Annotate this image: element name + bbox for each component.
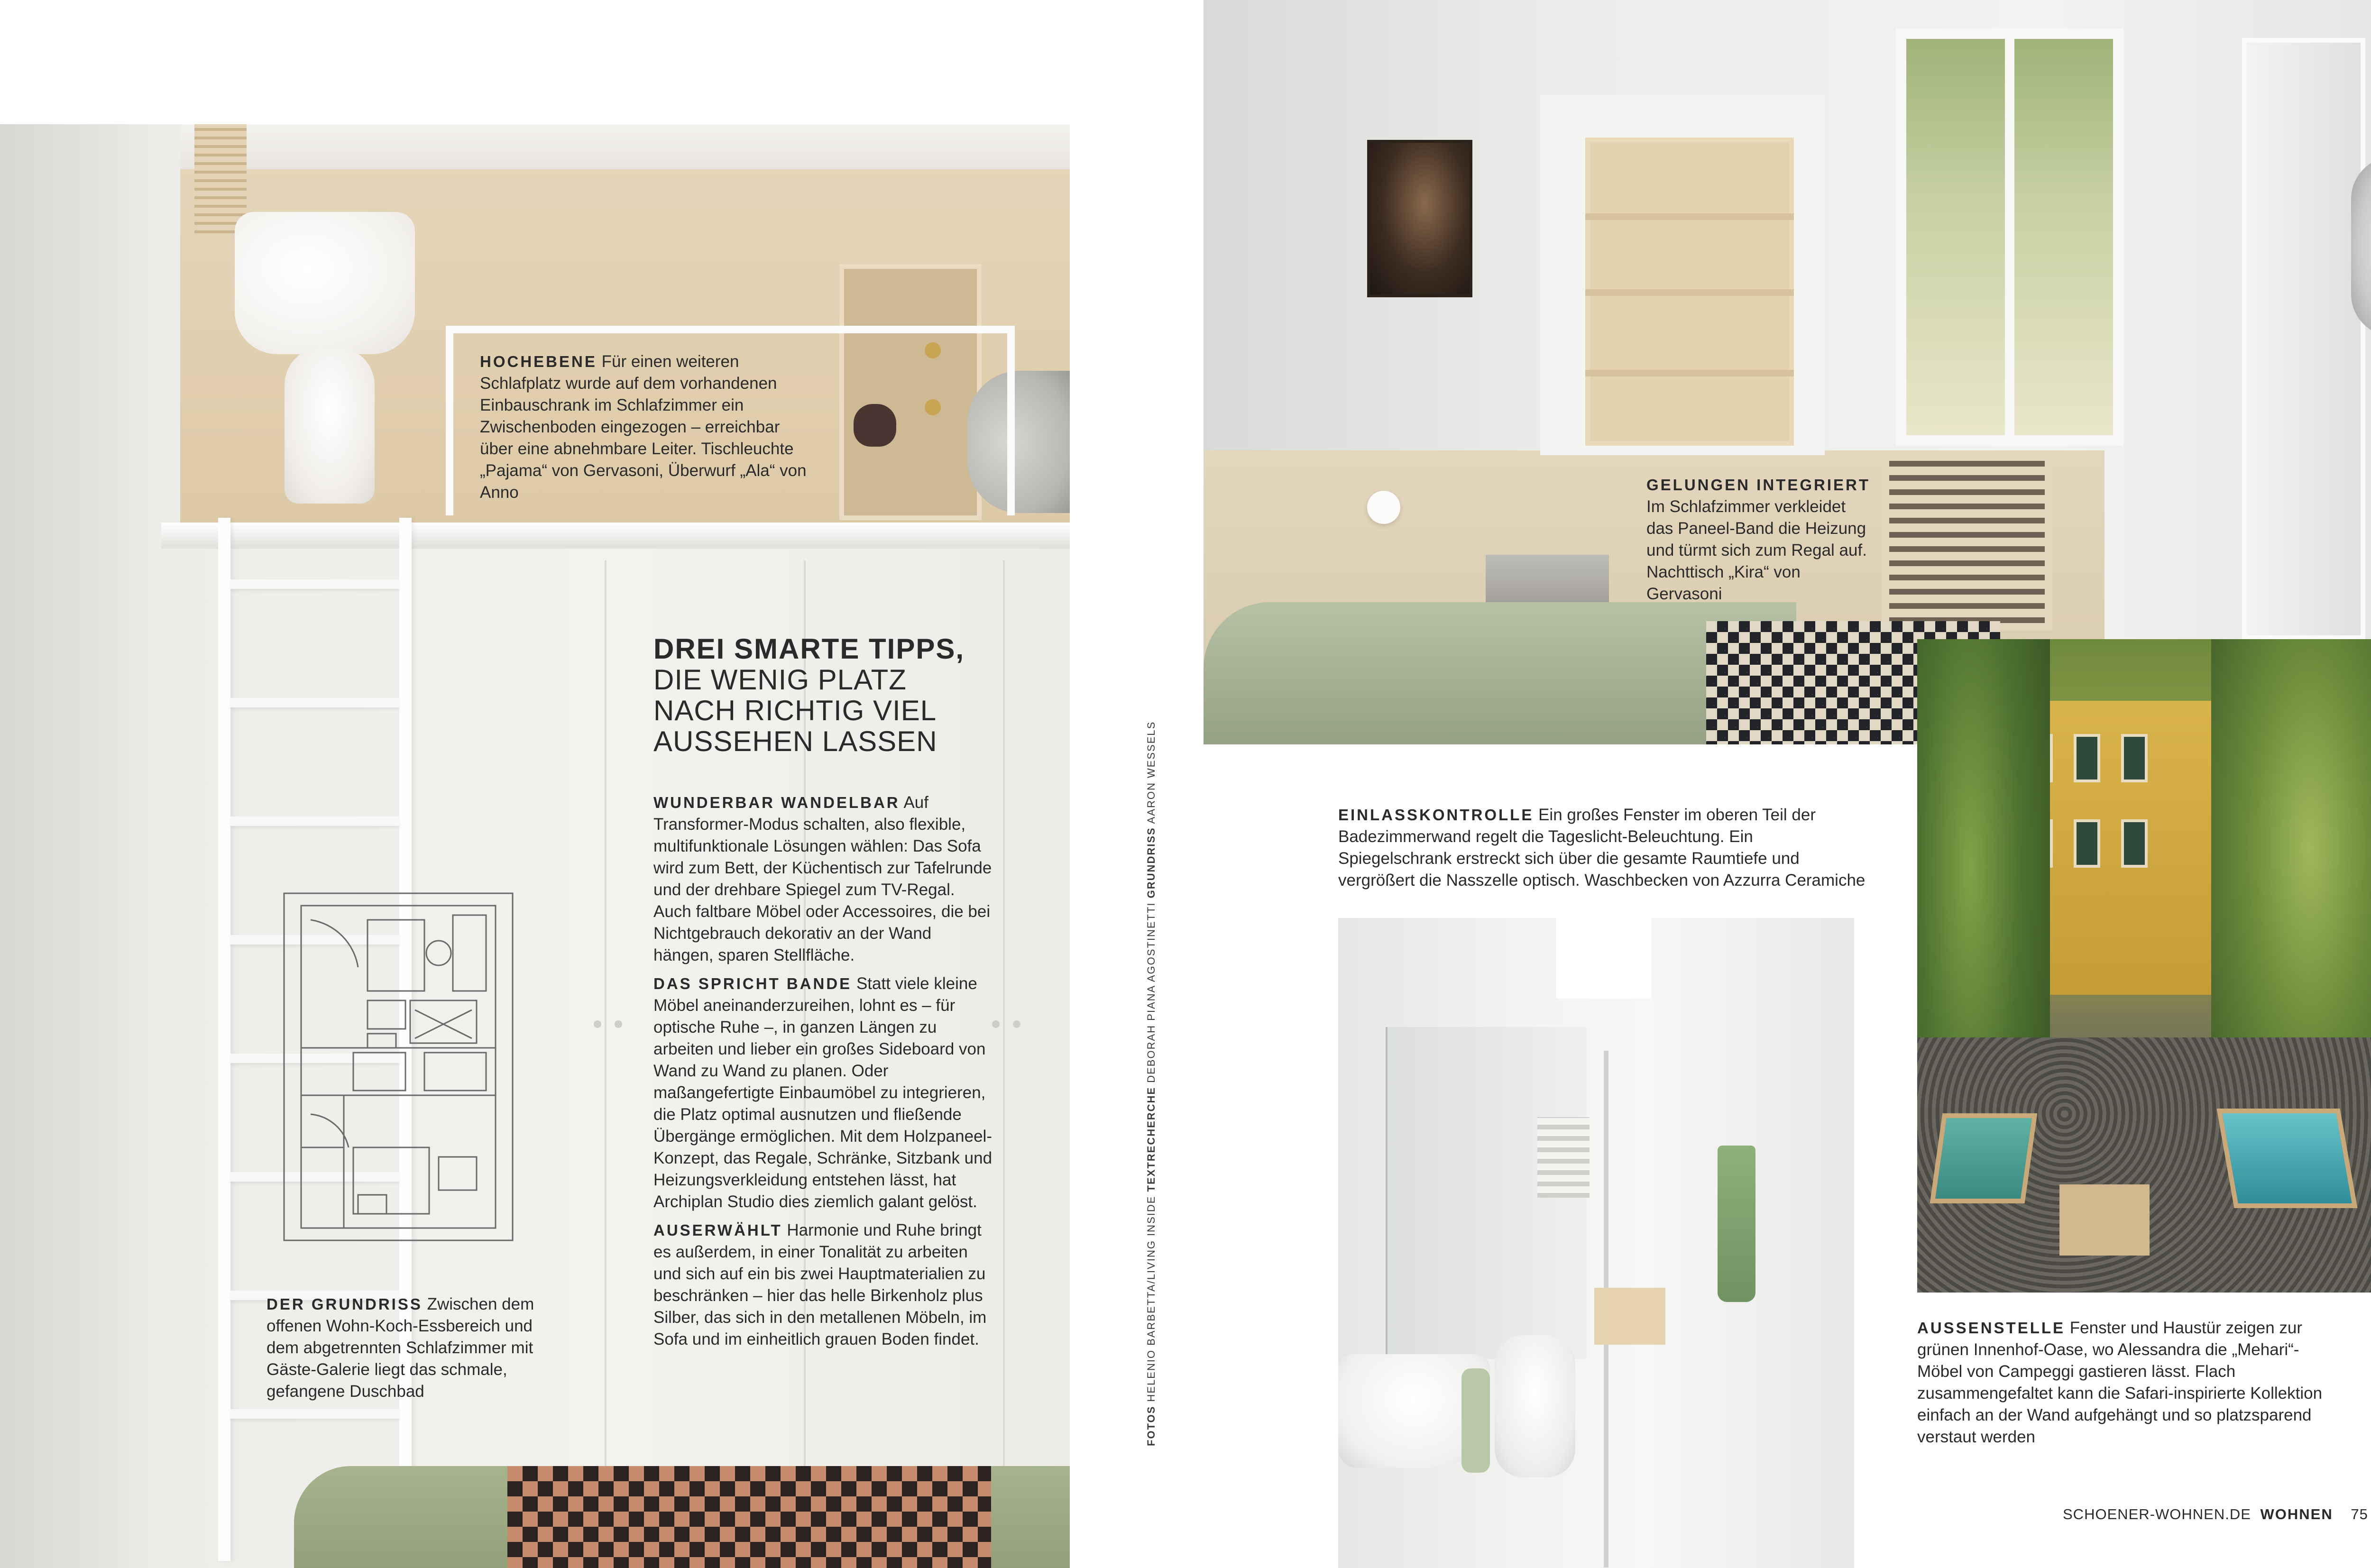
tips-headline-light: DIE WENIG PLATZ NACH RICHTIG VIEL AUSSEHEN LASSEN	[653, 664, 937, 757]
credit-value: AARON WESSELS	[1145, 721, 1157, 824]
credit-label: TEXTRECHERCHE	[1145, 1086, 1157, 1192]
credit-value: HELENIO BARBETTA/LIVING INSIDE	[1145, 1195, 1157, 1402]
safari-bench	[2216, 1109, 2357, 1208]
bedroom-photo	[1204, 0, 2371, 744]
photo-credits	[1145, 721, 1166, 1446]
loft-ceiling	[180, 124, 1070, 169]
caption-body: Ein großes Fenster im oberen Teil der Badezimmerwand regelt die Tageslicht-Beleuchtung. Ein Spiegelschrank erstreckt sich über die gesamte Raumtiefe und vergrößert die Nasszelle optisch. Waschbecken von Azzurra Ceramiche	[1338, 806, 1866, 889]
tip-body: Auf Transformer-Modus schalten, also flexible, multifunktionale Lösungen wählen: Das Sofa wird zum Bett, der Küchentisch zur Tafelrunde und der drehbare Spiegel zum TV-Regal. Auch faltbare Möbel oder Accessoires, die bei Nichtgebrauch dekorativ an der Wand hängen, sparen Stellfläche.	[653, 793, 992, 964]
towel-radiator	[1537, 1117, 1590, 1198]
facade-window	[2121, 819, 2148, 868]
website-link[interactable]: SCHOENER-WOHNEN.DE	[2063, 1506, 2251, 1522]
shelf-board	[1585, 370, 1794, 376]
credit-label: FOTOS	[1145, 1405, 1157, 1446]
table-lamp-base	[285, 347, 375, 504]
caption-lead: EINLASSKONTROLLE	[1338, 806, 1534, 824]
tip-lead: DAS SPRICHT BANDE	[653, 975, 852, 992]
tip-item	[653, 792, 995, 966]
checkered-blanket	[507, 1466, 991, 1568]
caption-gelungen	[1646, 474, 1874, 605]
tip-body: Statt viele kleine Möbel aneinanderzureihen, lohnt es – für optische Ruhe –, in ganzen Längen zu arbeiten und lieber ein großes Sideboard von Wand zu Wand zu planen. Oder maßangefertigte Einbaumöbel zu integrieren, die Platz optimal ausnutzen und fließende Übergänge ermöglichen. Mit dem Holzpaneel-Konzept, das Regale, Schränke, Sitzbank und Heizungsverkleidung entstehen lässt, hat Archiplan Studio dies ziemlich galant gelöst.	[653, 974, 993, 1211]
tips-headline	[653, 633, 995, 757]
hand-towel	[1461, 1368, 1490, 1473]
ladder-rung	[230, 1409, 399, 1419]
cabinet-knob	[615, 1020, 622, 1028]
cabinet-knob	[594, 1020, 601, 1028]
caption-aussen	[1917, 1317, 2344, 1448]
caption-lead: GELUNGEN INTEGRIERT	[1646, 476, 1871, 494]
caption-grundriss	[267, 1293, 551, 1403]
caption-einlass	[1338, 804, 1869, 891]
cabinet-knob	[1013, 1020, 1020, 1028]
tip-item	[653, 973, 995, 1213]
ladder-rung	[230, 698, 399, 707]
credit-value: DEBORAH PIANA AGOSTINETTI	[1145, 902, 1157, 1083]
caption-lead: HOCHEBENE	[480, 353, 597, 370]
ladder-rung	[230, 579, 399, 589]
open-door	[2242, 38, 2365, 640]
tip-item	[653, 1220, 995, 1350]
page-footer	[2063, 1506, 2368, 1523]
loft-floor-edge	[161, 523, 1070, 549]
window-mullion	[2005, 28, 2014, 446]
wall-lamp	[1367, 491, 1400, 524]
tip-body: Harmonie und Ruhe bringt es außerdem, in einer Tonalität zu arbeiten und sich auf ein bis zwei Hauptmaterialien zu beschränken – hier das helle Birkenholz plus Silber, das sich in den metallenen Möbeln, im Sofa und im einheitlich grauen Boden findet.	[653, 1221, 987, 1348]
caption-hochebene	[480, 351, 812, 504]
cabinet-seam	[605, 560, 607, 1566]
floor-plan-drawing	[282, 891, 515, 1242]
table-lamp-shade	[235, 212, 415, 354]
shelf-board	[1585, 213, 1794, 220]
safari-chair	[1930, 1113, 2038, 1203]
toilet	[1495, 1335, 1575, 1477]
radiator-cover	[1882, 450, 2052, 631]
round-mirror	[2351, 156, 2371, 337]
shelf-board	[1585, 289, 1794, 296]
facade-window	[2074, 819, 2100, 868]
ladder-rail	[218, 518, 230, 1561]
air-vent	[194, 124, 247, 233]
bathroom-photo	[1338, 918, 1854, 1568]
tip-lead: AUSERWÄHLT	[653, 1221, 782, 1239]
side-table	[2059, 1184, 2150, 1256]
caption-body: Für einen weiteren Schlafplatz wurde auf dem vorhandenen Einbauschrank im Schlafzimmer ein Zwischenboden eingezogen – erreichbar über eine abnehmbare Leiter. Tischleuchte „Pajama“ von Gervasoni, Überwurf „Ala“ von Anno	[480, 352, 807, 502]
caption-body: Zwischen dem offenen Wohn-Koch-Essbereich und dem abgetrennten Schlafzimmer mit Gäste-Galerie liegt das schmale, gefangene Duschbad	[267, 1295, 534, 1401]
wall-shadow	[0, 124, 156, 1568]
courtyard-photo	[1917, 639, 2371, 1293]
cabinet-seam	[1003, 560, 1005, 1566]
ladder-rung	[230, 816, 399, 826]
skylight	[1556, 918, 1651, 999]
section-name: WOHNEN	[2260, 1506, 2333, 1522]
page-number: 75	[2351, 1506, 2368, 1522]
facade-window	[2121, 734, 2148, 782]
caption-body: Im Schlafzimmer verkleidet das Paneel-Band die Heizung und türmt sich zum Regal auf. Nachttisch „Kira“ von Gervasoni	[1646, 497, 1867, 603]
caption-lead: AUSSENSTELLE	[1917, 1319, 2066, 1337]
facade-window	[2074, 734, 2100, 782]
framed-painting	[1367, 140, 1472, 297]
green-towel	[1718, 1146, 1755, 1302]
credit-label: GRUNDRISS	[1145, 827, 1157, 899]
tip-lead: WUNDERBAR WANDELBAR	[653, 794, 900, 811]
caption-body: Fenster und Haustür zeigen zur grünen Innenhof-Oase, wo Alessandra die „Mehari“-Möbel von Campeggi gastieren lässt. Flach zusammengefaltet kann die Safari-inspirierte Kollektion einfach an der Wand aufgehängt und so platzsparend verstaut werden	[1917, 1319, 2323, 1446]
tips-list	[653, 792, 995, 1357]
tips-headline-bold: DREI SMARTE TIPPS,	[653, 633, 965, 665]
caption-lead: DER GRUNDRISS	[267, 1295, 423, 1313]
wooden-stool	[1594, 1288, 1665, 1345]
